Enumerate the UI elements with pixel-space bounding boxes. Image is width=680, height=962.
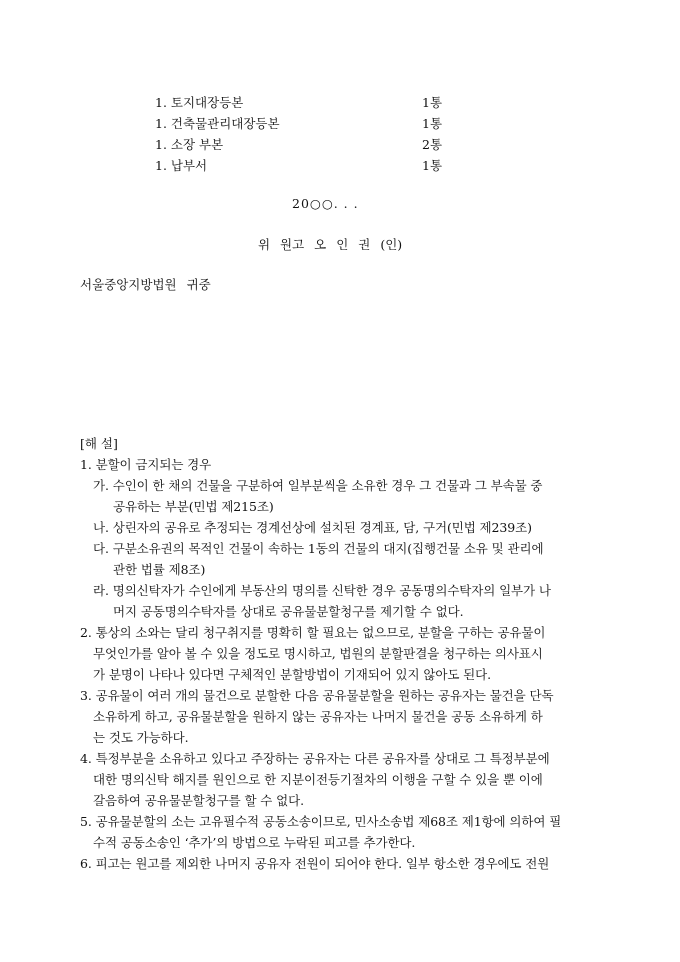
commentary-line: 1. 분할이 금지되는 경우 — [80, 457, 212, 472]
court-addressee: 서울중앙지방법원 귀중 — [80, 277, 211, 292]
commentary-line: 대한 명의신탁 해지를 원인으로 한 지분이전등기절차의 이행을 구할 수 있을 뿐 이에 — [93, 772, 543, 787]
date-line: 20○○. . . — [292, 196, 359, 211]
attachment-count: 1통 — [422, 95, 443, 110]
attachment-count: 2통 — [422, 137, 443, 152]
commentary-section — [80, 434, 600, 874]
commentary-line: 관한 법률 제8조) — [113, 562, 206, 577]
commentary-line: 2. 통상의 소와는 달리 청구취지를 명확히 할 필요는 없으므로, 분할을 구하는 공유물이 — [80, 625, 546, 640]
commentary-line: 라. 명의신탁자가 수인에게 부동산의 명의를 신탁한 경우 공동명의수탁자의 일부가 나 — [93, 583, 551, 598]
attachment-item — [155, 156, 445, 176]
attachment-label: 1. 납부서 — [155, 158, 208, 173]
commentary-line: 나. 상린자의 공유로 추정되는 경계선상에 설치된 경계표, 담, 구거(민법 제239조) — [93, 520, 532, 535]
commentary-line: 무엇인가를 알아 볼 수 있을 정도로 명시하고, 법원의 분할판결을 청구하는 의사표시 — [93, 646, 543, 661]
attachment-item — [155, 135, 445, 155]
commentary-line: 수적 공동소송인 ‘추가’의 방법으로 누락된 피고를 추가한다. — [93, 835, 416, 850]
commentary-line: 가 분명이 나타나 있다면 구체적인 분할방법이 기재되어 있지 않아도 된다. — [93, 667, 491, 682]
commentary-line: 는 것도 가능하다. — [93, 730, 189, 745]
attachment-label: 1. 소장 부본 — [155, 137, 224, 152]
commentary-line: 공유하는 부분(민법 제215조) — [113, 499, 274, 514]
attachment-count: 1통 — [422, 116, 443, 131]
commentary-line: 3. 공유물이 여러 개의 물건으로 분할한 다음 공유물분할을 원하는 공유자는 물건을 단독 — [80, 688, 554, 703]
commentary-line: 다. 구분소유권의 목적인 건물이 속하는 1동의 건물의 대지(집행건물 소유 및 관리에 — [93, 541, 544, 556]
commentary-line: 갈음하여 공유물분할청구를 할 수 없다. — [93, 793, 304, 808]
attachment-item — [155, 93, 445, 113]
plaintiff-signature: 위 원고 오 인 권 (인) — [258, 237, 403, 252]
commentary-line: 소유하게 하고, 공유물분할을 원하지 않는 공유자는 나머지 물건을 공동 소유하게 하 — [93, 709, 543, 724]
commentary-line: 가. 수인이 한 채의 건물을 구분하여 일부분씩을 소유한 경우 그 건물과 그 부속물 중 — [93, 478, 543, 493]
commentary-line: 6. 피고는 원고를 제외한 나머지 공유자 전원이 되어야 한다. 일부 항소한 경우에도 전원 — [80, 856, 550, 871]
commentary-line: 머지 공동명의수탁자를 상대로 공유물분할청구를 제기할 수 없다. — [113, 604, 464, 619]
attachment-label: 1. 토지대장등본 — [155, 95, 244, 110]
commentary-line: 5. 공유물분할의 소는 고유필수적 공동소송이므로, 민사소송법 제68조 제1항에 의하여 필 — [80, 814, 562, 829]
attachment-item — [155, 114, 445, 134]
commentary-line: 4. 특정부분을 소유하고 있다고 주장하는 공유자는 다른 공유자를 상대로 그 특정부분에 — [80, 751, 550, 766]
attachment-count: 1통 — [422, 158, 443, 173]
attachment-label: 1. 건축물관리대장등본 — [155, 116, 280, 131]
commentary-title: [해 설] — [80, 436, 118, 451]
